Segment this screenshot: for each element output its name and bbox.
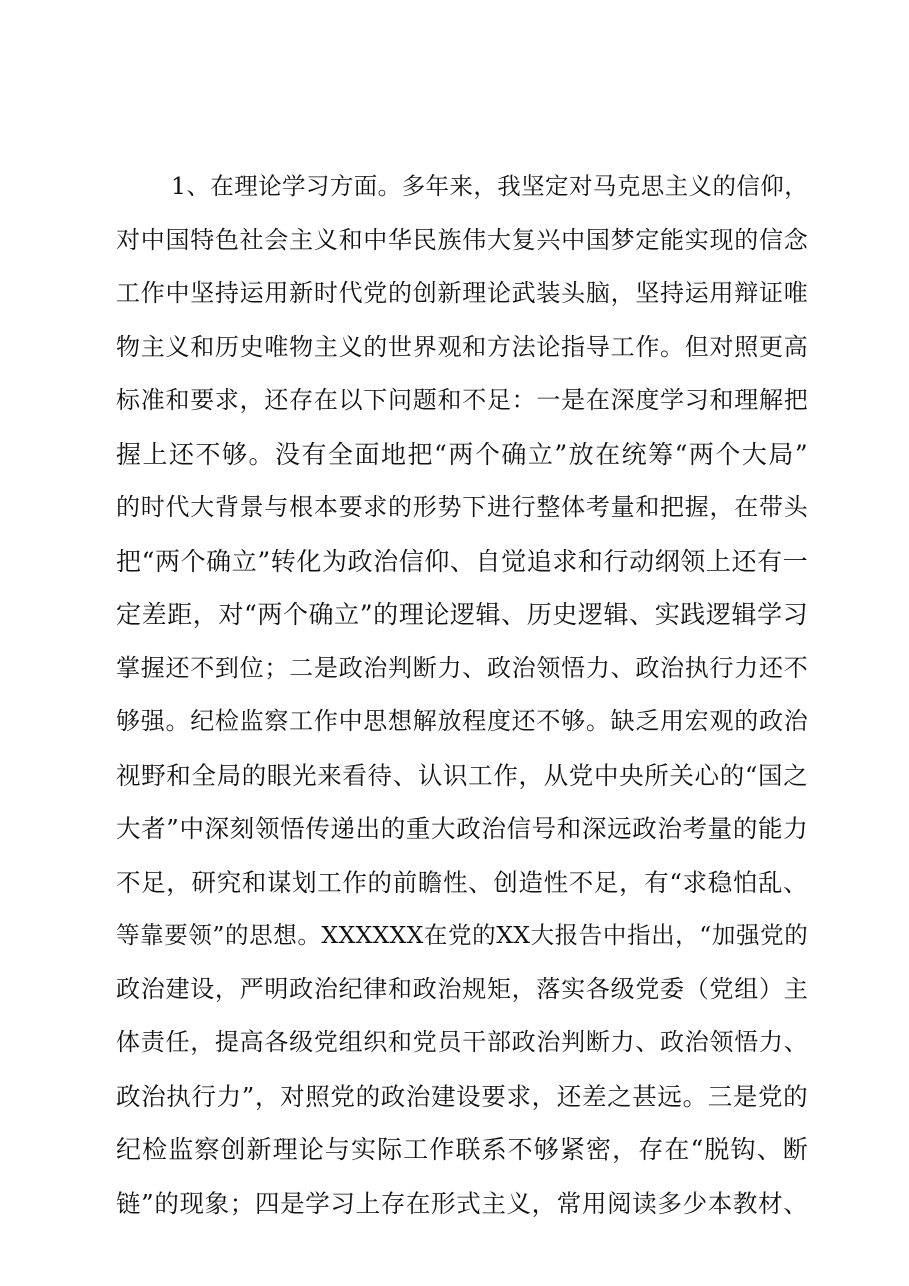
paragraph-line: 等靠要领”的思想。XXXXXX在党的XX大报告中指出，“加强党的 [116,921,808,949]
paragraph-line: 体责任，提高各级党组织和党员干部政治判断力、政治领悟力、 [116,1028,808,1056]
paragraph-line: 把“两个确立”转化为政治信仰、自觉追求和行动纲领上还有一 [116,546,808,576]
paragraph-line: 掌握还不到位；二是政治判断力、政治领悟力、政治执行力还不 [116,653,808,682]
paragraph-line: 工作中坚持运用新时代党的创新理论武装头脑，坚持运用辩证唯 [116,279,808,307]
paragraph-line: 链”的现象；四是学习上存在形式主义，常用阅读多少本教材、 [116,1188,808,1218]
paragraph-line: 握上还不够。没有全面地把“两个确立”放在统筹“两个大局” [116,439,808,469]
body-paragraph [116,160,808,1230]
paragraph-line: 够强。纪检监察工作中思想解放程度还不够。缺乏用宏观的政治 [116,707,808,735]
paragraph-line: 的时代大背景与根本要求的形势下进行整体考量和把握，在带头 [116,493,808,521]
paragraph-line: 1、在理论学习方面。多年来，我坚定对马克思主义的信仰， [171,172,808,200]
paragraph-line: 大者”中深刻领悟传递出的重大政治信号和深远政治考量的能力 [116,814,808,843]
paragraph-line: 不足，研究和谋划工作的前瞻性、创造性不足，有“求稳怕乱、 [116,867,808,897]
paragraph-line: 标准和要求，还存在以下问题和不足：一是在深度学习和理解把 [116,386,808,414]
paragraph-line: 政治执行力”，对照党的政治建设要求，还差之甚远。三是党的 [116,1081,808,1111]
paragraph-line: 对中国特色社会主义和中华民族伟大复兴中国梦定能实现的信念 [116,225,808,254]
paragraph-line: 纪检监察创新理论与实际工作联系不够紧密，存在“脱钩、断 [116,1135,808,1164]
paragraph-line: 物主义和历史唯物主义的世界观和方法论指导工作。但对照更高 [116,332,808,361]
paragraph-line: 政治建设，严明政治纪律和政治规矩，落实各级党委（党组）主 [116,974,808,1003]
paragraph-line: 视野和全局的眼光来看待、认识工作，从党中央所关心的“国之 [116,760,808,790]
paragraph-line: 定差距，对“两个确立”的理论逻辑、历史逻辑、实践逻辑学习 [116,600,808,629]
